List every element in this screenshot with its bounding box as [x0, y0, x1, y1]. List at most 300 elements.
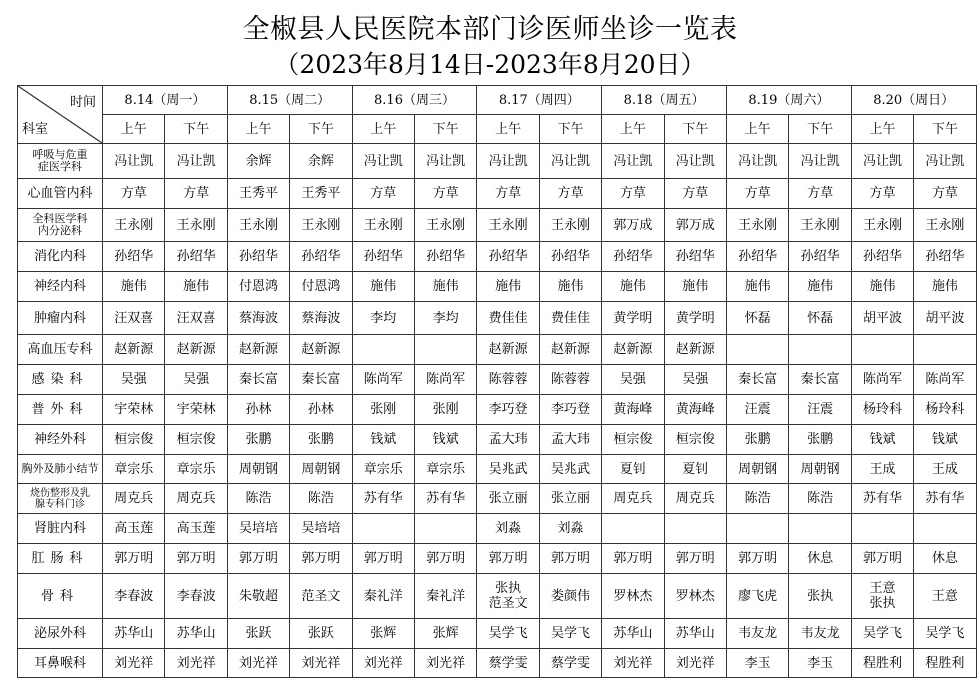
doctor-cell: [539, 242, 601, 272]
doctor-name: 施伟: [370, 279, 397, 294]
doctor-cell: [726, 335, 788, 365]
doctor-name: 施伟: [931, 279, 958, 294]
doctor-cell: [789, 242, 851, 272]
doctor-name: 郭万明: [675, 551, 715, 566]
doctor-cell: [165, 144, 227, 179]
doctor-name: 吴强: [682, 372, 709, 387]
doctor-cell: [602, 514, 664, 544]
doctor-name: 施伟: [495, 279, 522, 294]
doctor-cell: [914, 484, 976, 514]
doctor-cell: [103, 335, 165, 365]
doctor-name: 赵新源: [114, 342, 154, 357]
doctor-name: 方草: [744, 186, 771, 201]
doctor-cell: [290, 514, 352, 544]
doctor-cell: [539, 335, 601, 365]
doctor-cell: [539, 302, 601, 335]
doctor-name: 怀磊: [744, 310, 771, 326]
morning-header: 上午: [227, 115, 289, 144]
doctor-name: 刘光祥: [675, 655, 715, 671]
doctor-cell: [851, 179, 913, 209]
doctor-cell: [664, 455, 726, 484]
doctor-cell: [414, 649, 476, 678]
doctor-cell: [227, 179, 289, 209]
doctor-cell: [851, 619, 913, 649]
day-header: 8.17（周四）: [477, 86, 602, 115]
doctor-cell: [789, 484, 851, 514]
doctor-cell: [726, 365, 788, 395]
schedule-row: [18, 144, 977, 179]
doctor-name: 冯让凯: [426, 153, 466, 169]
doctor-cell: [227, 574, 289, 619]
doctor-cell: [664, 514, 726, 544]
doctor-name: 李春波: [114, 588, 154, 604]
doctor-name: 张刚: [432, 402, 459, 417]
schedule-row: [18, 209, 977, 242]
doctor-name: 李巧登: [550, 402, 590, 417]
doctor-name: 汪震: [744, 402, 771, 417]
doctor-name: 方草: [682, 186, 709, 201]
department-cell: [18, 179, 103, 209]
doctor-name: 施伟: [432, 279, 459, 294]
doctor-cell: [789, 144, 851, 179]
header-row-halves: [18, 115, 977, 144]
doctor-cell: [539, 455, 601, 484]
doctor-name: 费佳佳: [488, 310, 528, 326]
day-header: 8.20（周日）: [851, 86, 976, 115]
doctor-name: 施伟: [869, 279, 896, 294]
page-title: 全椒县人民医院本部门诊医师坐诊一览表: [242, 14, 738, 45]
department-cell: [18, 514, 103, 544]
doctor-name: 黄学明: [613, 310, 653, 326]
doctor-name: 孙绍华: [862, 249, 902, 264]
doctor-cell: [477, 365, 539, 395]
doctor-name: 周克兵: [114, 491, 154, 506]
doctor-name: 秦长富: [800, 372, 840, 387]
doctor-name: 秦礼洋: [426, 588, 466, 604]
day-header: 8.19（周六）: [726, 86, 851, 115]
doctor-cell: [664, 574, 726, 619]
doctor-name: 桓宗俊: [176, 432, 216, 447]
doctor-cell: [103, 455, 165, 484]
department-cell: [18, 242, 103, 272]
doctor-name: 王永刚: [426, 217, 466, 233]
department-name: 内分泌科: [38, 224, 82, 237]
doctor-cell: [165, 365, 227, 395]
doctor-name: 罗林杰: [675, 588, 715, 604]
doctor-cell: [165, 395, 227, 425]
doctor-name: 赵新源: [675, 342, 715, 357]
doctor-name: 王永刚: [925, 217, 965, 233]
doctor-cell: [477, 544, 539, 574]
schedule-row: [18, 484, 977, 514]
corner-dept-label: 科室: [22, 122, 49, 137]
schedule-row: [18, 365, 977, 395]
doctor-name: 郭万明: [862, 551, 902, 566]
doctor-name: 冯让凯: [550, 153, 590, 169]
afternoon-header: 下午: [165, 115, 227, 144]
doctor-cell: [477, 209, 539, 242]
doctor-name: 赵新源: [550, 342, 590, 357]
doctor-cell: [414, 272, 476, 302]
doctor-cell: [414, 365, 476, 395]
doctor-name: 范圣文: [301, 588, 341, 604]
department-cell: [18, 649, 103, 678]
doctor-name: 夏钊: [619, 461, 646, 477]
doctor-name: 周朝钢: [800, 461, 840, 477]
day-header: 8.14（周一）: [103, 86, 228, 115]
doctor-cell: [851, 649, 913, 678]
doctor-name: 苏有华: [363, 491, 403, 506]
doctor-cell: [914, 179, 976, 209]
department-name: 感染科: [31, 372, 89, 387]
doctor-name: 秦长富: [738, 372, 778, 387]
doctor-cell: [726, 242, 788, 272]
doctor-name: 郭万明: [488, 551, 528, 566]
doctor-name: 怀磊: [807, 310, 834, 326]
doctor-cell: [414, 574, 476, 619]
doctor-cell: [602, 272, 664, 302]
doctor-cell: [227, 455, 289, 484]
doctor-name: 陈尚军: [925, 372, 965, 387]
doctor-cell: [726, 514, 788, 544]
doctor-name: 付恩鸿: [301, 279, 341, 294]
doctor-cell: [227, 649, 289, 678]
doctor-name: 王成: [931, 461, 958, 477]
department-cell: [18, 455, 103, 484]
doctor-cell: [539, 484, 601, 514]
doctor-name: 孙绍华: [301, 249, 341, 264]
doctor-name: 方草: [120, 186, 147, 201]
doctor-name: 吴学飞: [550, 626, 590, 641]
doctor-name: 王永刚: [738, 217, 778, 233]
doctor-name: 方草: [557, 186, 584, 201]
doctor-cell: [789, 649, 851, 678]
doctor-cell: [539, 144, 601, 179]
doctor-name: 刘淼: [495, 521, 522, 536]
department-name: 泌尿外科: [33, 626, 86, 641]
doctor-name: 黄海峰: [613, 402, 653, 417]
doctor-name: 秦礼洋: [363, 588, 403, 604]
doctor-name: 休息: [807, 551, 834, 566]
doctor-cell: [602, 365, 664, 395]
doctor-cell: [227, 395, 289, 425]
doctor-name: 陈浩: [744, 491, 771, 506]
doctor-name: 娄颜伟: [550, 588, 590, 604]
doctor-name: 胡平波: [862, 310, 902, 326]
doctor-cell: [227, 484, 289, 514]
doctor-name: 王永刚: [550, 217, 590, 233]
doctor-name: 刘淼: [557, 521, 584, 536]
department-name: 症医学科: [38, 160, 82, 173]
doctor-name: 桓宗俊: [675, 432, 715, 447]
doctor-cell: [352, 209, 414, 242]
department-cell: [18, 365, 103, 395]
doctor-cell: [414, 335, 476, 365]
doctor-cell: [414, 455, 476, 484]
doctor-name: 张跃: [245, 626, 272, 641]
schedule-row: [18, 455, 977, 484]
doctor-cell: [103, 302, 165, 335]
doctor-name: 章宗乐: [114, 461, 154, 477]
doctor-cell: [103, 365, 165, 395]
doctor-cell: [726, 574, 788, 619]
doctor-name: 休息: [931, 551, 958, 566]
doctor-name: 王永刚: [114, 217, 154, 233]
doctor-name: 张辉: [370, 626, 397, 641]
doctor-cell: [227, 242, 289, 272]
doctor-cell: [165, 335, 227, 365]
doctor-cell: [165, 272, 227, 302]
doctor-cell: [789, 335, 851, 365]
doctor-cell: [789, 365, 851, 395]
doctor-name: 章宗乐: [363, 461, 403, 477]
doctor-cell: [290, 272, 352, 302]
doctor-name: 孙绍华: [925, 249, 965, 264]
doctor-cell: [165, 514, 227, 544]
doctor-name: 秦长富: [238, 372, 278, 387]
doctor-cell: [290, 302, 352, 335]
doctor-name: 胡平波: [925, 310, 965, 326]
doctor-name: 方草: [370, 186, 397, 201]
doctor-cell: [352, 619, 414, 649]
department-cell: [18, 272, 103, 302]
doctor-cell: [290, 619, 352, 649]
doctor-name: 汪双喜: [114, 310, 154, 326]
doctor-name: 张刚: [370, 402, 397, 417]
department-cell: [18, 544, 103, 574]
afternoon-header: 下午: [914, 115, 976, 144]
doctor-cell: [477, 514, 539, 544]
doctor-name: 方草: [807, 186, 834, 201]
doctor-cell: [539, 544, 601, 574]
doctor-cell: [539, 574, 601, 619]
doctor-name: 张鹏: [307, 432, 334, 447]
doctor-cell: [103, 544, 165, 574]
doctor-name: 汪震: [807, 402, 834, 417]
department-name: 全科医学科: [32, 212, 88, 225]
doctor-name: 费佳佳: [550, 310, 590, 326]
doctor-cell: [664, 544, 726, 574]
doctor-cell: [352, 425, 414, 455]
doctor-name: 方草: [495, 186, 522, 201]
doctor-name: 王永刚: [363, 217, 403, 233]
doctor-cell: [227, 425, 289, 455]
doctor-name: 黄海峰: [675, 402, 715, 417]
doctor-cell: [726, 649, 788, 678]
doctor-cell: [726, 395, 788, 425]
doctor-cell: [103, 619, 165, 649]
doctor-cell: [352, 455, 414, 484]
doctor-name: 李玉: [744, 655, 771, 671]
doctor-name: 张立丽: [550, 491, 590, 506]
doctor-name: 宇荣林: [176, 402, 216, 417]
doctor-name: 李均: [370, 310, 397, 326]
department-cell: [18, 484, 103, 514]
doctor-cell: [664, 335, 726, 365]
doctor-cell: [352, 649, 414, 678]
doctor-name: 张跃: [307, 626, 334, 641]
doctor-cell: [789, 544, 851, 574]
doctor-cell: [227, 144, 289, 179]
doctor-name: 张鹏: [744, 432, 771, 447]
doctor-name: 冯让凯: [176, 153, 216, 169]
doctor-cell: [851, 425, 913, 455]
morning-header: 上午: [602, 115, 664, 144]
department-name: 消化内科: [33, 249, 86, 264]
doctor-cell: [602, 209, 664, 242]
doctor-name: 程胜利: [862, 655, 902, 671]
doctor-cell: [165, 484, 227, 514]
doctor-name: 刘光祥: [613, 655, 653, 671]
doctor-cell: [664, 649, 726, 678]
doctor-name: 张执: [807, 588, 834, 604]
doctor-cell: [165, 574, 227, 619]
schedule-table: [17, 85, 977, 678]
doctor-name: 孙绍华: [238, 249, 278, 264]
doctor-cell: [851, 574, 913, 619]
schedule-row: [18, 242, 977, 272]
doctor-name: 赵新源: [488, 342, 528, 357]
doctor-cell: [477, 272, 539, 302]
doctor-name: 罗林杰: [613, 588, 653, 604]
doctor-name: 杨玲科: [862, 402, 902, 417]
doctor-cell: [290, 209, 352, 242]
doctor-name: 刘光祥: [363, 655, 403, 671]
doctor-name: 吴学飞: [925, 626, 965, 641]
doctor-name: 施伟: [744, 279, 771, 294]
doctor-name: 吴强: [183, 372, 210, 387]
doctor-cell: [477, 455, 539, 484]
doctor-cell: [477, 649, 539, 678]
doctor-cell: [227, 514, 289, 544]
doctor-cell: [664, 144, 726, 179]
doctor-name: 张鹏: [807, 432, 834, 447]
doctor-cell: [414, 425, 476, 455]
doctor-name: 方草: [931, 186, 958, 201]
doctor-cell: [352, 272, 414, 302]
doctor-name: 郭万明: [550, 551, 590, 566]
doctor-cell: [414, 484, 476, 514]
doctor-cell: [103, 649, 165, 678]
doctor-cell: [726, 544, 788, 574]
doctor-cell: [664, 302, 726, 335]
doctor-name: 孙绍华: [738, 249, 778, 264]
doctor-cell: [477, 619, 539, 649]
doctor-cell: [851, 514, 913, 544]
doctor-cell: [914, 619, 976, 649]
doctor-name: 李春波: [176, 588, 216, 604]
doctor-name: 施伟: [120, 279, 147, 294]
afternoon-header: 下午: [789, 115, 851, 144]
doctor-name: 苏华山: [613, 626, 653, 641]
day-header: 8.15（周二）: [227, 86, 352, 115]
doctor-name: 郭万明: [363, 551, 403, 566]
doctor-cell: [227, 365, 289, 395]
doctor-cell: [664, 365, 726, 395]
doctor-name: 黄学明: [675, 310, 715, 326]
doctor-cell: [227, 272, 289, 302]
doctor-cell: [914, 365, 976, 395]
doctor-cell: [539, 179, 601, 209]
doctor-cell: [352, 335, 414, 365]
department-cell: [18, 619, 103, 649]
doctor-cell: [914, 209, 976, 242]
doctor-cell: [602, 484, 664, 514]
doctor-name: 赵新源: [176, 342, 216, 357]
doctor-name: 韦友龙: [800, 626, 840, 641]
doctor-name: 廖飞虎: [738, 588, 778, 604]
doctor-cell: [290, 395, 352, 425]
department-name: 腺专科门诊: [35, 498, 85, 510]
doctor-cell: [789, 395, 851, 425]
schedule-row: [18, 302, 977, 335]
doctor-name: 陈尚军: [862, 372, 902, 387]
doctor-cell: [664, 209, 726, 242]
doctor-name: 范圣文: [488, 596, 528, 611]
doctor-cell: [227, 335, 289, 365]
doctor-name: 周朝钢: [738, 461, 778, 477]
doctor-cell: [290, 544, 352, 574]
doctor-cell: [477, 302, 539, 335]
doctor-name: 钱斌: [931, 432, 958, 447]
doctor-cell: [414, 302, 476, 335]
page-subtitle: （2023年8月14日-2023年8月20日）: [274, 50, 706, 79]
doctor-name: 陈尚军: [426, 372, 466, 387]
doctor-name: 程胜利: [925, 655, 965, 671]
doctor-name: 王永刚: [176, 217, 216, 233]
doctor-cell: [290, 425, 352, 455]
doctor-cell: [165, 619, 227, 649]
doctor-cell: [789, 619, 851, 649]
doctor-cell: [851, 272, 913, 302]
doctor-cell: [539, 395, 601, 425]
doctor-cell: [851, 209, 913, 242]
department-cell: [18, 395, 103, 425]
department-name: 肛肠科: [31, 551, 89, 566]
department-name: 神经内科: [33, 279, 86, 294]
doctor-cell: [789, 302, 851, 335]
doctor-cell: [664, 619, 726, 649]
doctor-cell: [290, 335, 352, 365]
doctor-cell: [726, 455, 788, 484]
department-name: 高血压专科: [27, 342, 93, 357]
doctor-cell: [602, 144, 664, 179]
doctor-cell: [414, 242, 476, 272]
doctor-cell: [414, 179, 476, 209]
doctor-cell: [103, 242, 165, 272]
doctor-cell: [914, 302, 976, 335]
doctor-cell: [726, 484, 788, 514]
department-cell: [18, 302, 103, 335]
doctor-name: 苏华山: [114, 626, 154, 641]
doctor-name: 孙绍华: [488, 249, 528, 264]
department-name: 肿瘤内科: [33, 310, 86, 326]
doctor-cell: [726, 272, 788, 302]
doctor-name: 冯让凯: [488, 153, 528, 169]
doctor-cell: [664, 242, 726, 272]
doctor-name: 孙林: [307, 402, 334, 417]
doctor-name: 王永刚: [488, 217, 528, 233]
doctor-cell: [914, 544, 976, 574]
morning-header: 上午: [851, 115, 913, 144]
doctor-cell: [103, 179, 165, 209]
doctor-cell: [477, 425, 539, 455]
doctor-name: 陈浩: [807, 491, 834, 506]
doctor-cell: [352, 514, 414, 544]
doctor-name: 郭万明: [114, 551, 154, 566]
doctor-cell: [602, 574, 664, 619]
afternoon-header: 下午: [290, 115, 352, 144]
